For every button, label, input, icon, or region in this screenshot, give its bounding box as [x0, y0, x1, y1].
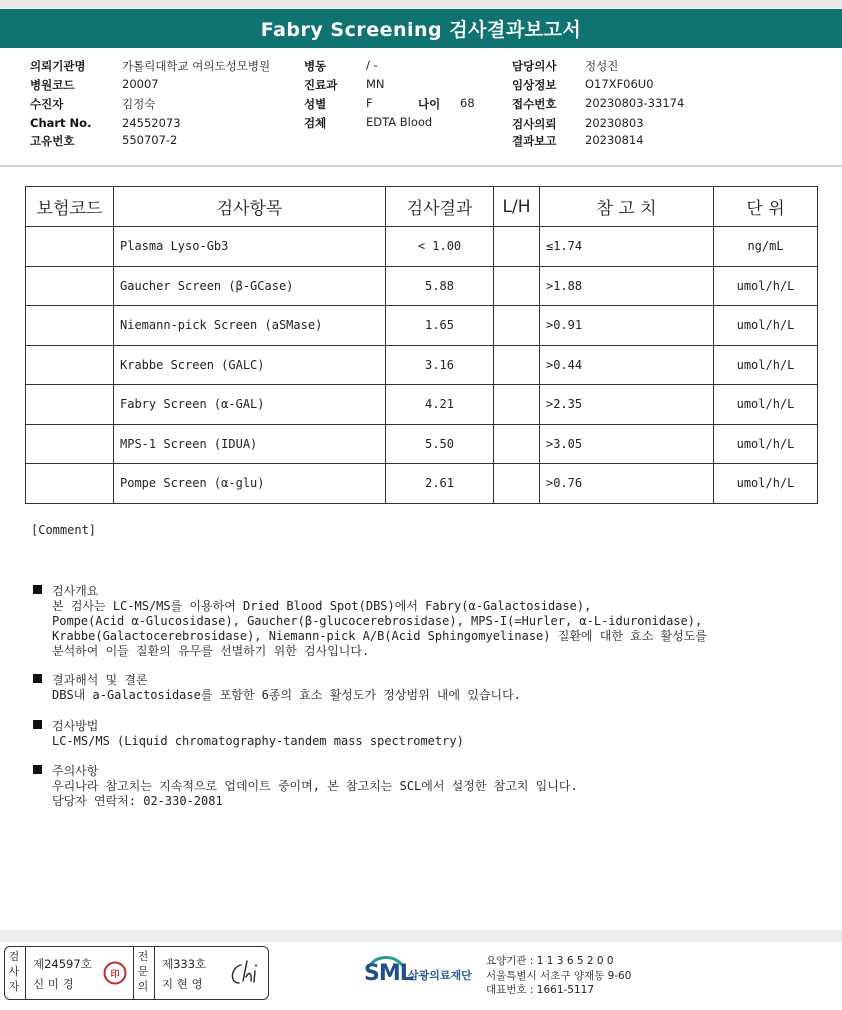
- cell-code: [26, 424, 114, 464]
- cell-test-name: Fabry Screen (α-GAL): [114, 385, 386, 425]
- specialist-name: 지 현 영: [162, 977, 203, 991]
- col-lh: L/H: [494, 187, 540, 227]
- org-line: 요양기관 : 1 1 3 6 5 2 0 0: [486, 955, 614, 967]
- table-row: [26, 424, 818, 464]
- cell-result: 3.16: [386, 345, 494, 385]
- specialist-vertical-label: 전문의: [137, 950, 149, 993]
- field-report-date: 결과보고 20230814: [512, 133, 644, 148]
- cell-lh: [494, 266, 540, 306]
- cell-unit: ng/mL: [714, 227, 818, 267]
- cell-reference: >0.91: [540, 306, 714, 346]
- table-header-row: [26, 187, 818, 227]
- table-row: [26, 266, 818, 306]
- cell-result: < 1.00: [386, 227, 494, 267]
- table-row: [26, 345, 818, 385]
- cell-code: [26, 385, 114, 425]
- table-row: [26, 464, 818, 504]
- field-institution: 의뢰기관명 가톨릭대학교 여의도성모병원: [30, 59, 271, 73]
- cell-code: [26, 266, 114, 306]
- cell-test-name: Pompe Screen (α-glu): [114, 464, 386, 504]
- table-row: [26, 306, 818, 346]
- cell-result: 5.50: [386, 424, 494, 464]
- cell-code: [26, 306, 114, 346]
- specialist-number: 제333호: [162, 957, 207, 971]
- cell-reference: >3.05: [540, 424, 714, 464]
- signature-box: [4, 946, 269, 1000]
- sml-logo: [364, 953, 484, 993]
- organization-info: [486, 954, 631, 998]
- cell-lh: [494, 306, 540, 346]
- field-receipt-no: 접수번호 20230803-33174: [512, 96, 685, 111]
- field-request-date: 검사의뢰 20230803: [512, 116, 644, 131]
- cell-lh: [494, 227, 540, 267]
- section-line: 우리나라 참고치는 지속적으로 업데이트 중이며, 본 참고치는 SCL에서 설정한 참고치 입니다.: [52, 779, 578, 793]
- handwritten-signature: [225, 957, 263, 989]
- footer-band: [0, 930, 842, 942]
- inspector-seal-stamp: [103, 961, 127, 985]
- cell-unit: umol/h/L: [714, 464, 818, 504]
- field-hospital-code: 병원코드 20007: [30, 77, 159, 92]
- org-line: 대표번호 : 1661-5117: [486, 984, 595, 996]
- section-title: 결과해석 및 결론: [52, 673, 148, 687]
- field-ward: 병동 / -: [304, 58, 378, 73]
- square-bullet-icon: [33, 720, 42, 729]
- section-title: 주의사항: [52, 764, 99, 778]
- sig-divider: [133, 947, 134, 999]
- field-patient: 수진자 김정숙: [30, 97, 156, 111]
- cell-test-name: MPS-1 Screen (IDUA): [114, 424, 386, 464]
- inspector-number: 제24597호: [33, 957, 92, 971]
- field-department: 진료과 MN: [304, 77, 385, 92]
- cell-code: [26, 345, 114, 385]
- cell-test-name: Niemann-pick Screen (aSMase): [114, 306, 386, 346]
- field-clinical-info: 임상정보 O17XF06U0: [512, 77, 654, 92]
- section-method: [33, 719, 464, 749]
- section-line: Krabbe(Galactocerebrosidase), Niemann-pick A/B(Acid Sphingomyelinase) 질환에 대한 효소 활성도를: [52, 629, 707, 643]
- section-line: 분석하여 이들 질환의 유무를 선별하기 위한 검사입니다.: [52, 644, 370, 658]
- cell-lh: [494, 385, 540, 425]
- cell-unit: umol/h/L: [714, 345, 818, 385]
- sml-logo-mark: SML: [364, 961, 413, 986]
- col-test-item: 검사항목: [114, 187, 386, 227]
- cell-reference: >1.88: [540, 266, 714, 306]
- section-line: LC-MS/MS (Liquid chromatography-tandem mass spectrometry): [52, 734, 464, 748]
- cell-reference: >0.76: [540, 464, 714, 504]
- section-line: 담당자 연락처: 02-330-2081: [52, 794, 223, 808]
- table-row: [26, 385, 818, 425]
- cell-test-name: Gaucher Screen (β-GCase): [114, 266, 386, 306]
- cell-result: 4.21: [386, 385, 494, 425]
- cell-unit: umol/h/L: [714, 306, 818, 346]
- square-bullet-icon: [33, 585, 42, 594]
- section-title: 검사방법: [52, 719, 99, 733]
- col-result: 검사결과: [386, 187, 494, 227]
- col-reference: 참 고 치: [540, 187, 714, 227]
- field-doctor: 담당의사 정성진: [512, 59, 619, 73]
- inspector-name: 신 미 경: [33, 977, 74, 991]
- comment-label: [Comment]: [31, 523, 97, 537]
- cell-lh: [494, 345, 540, 385]
- field-age: 나이 68: [418, 96, 475, 111]
- cell-unit: umol/h/L: [714, 385, 818, 425]
- cell-reference: ≤1.74: [540, 227, 714, 267]
- section-title: 검사개요: [52, 584, 99, 598]
- square-bullet-icon: [33, 765, 42, 774]
- cell-result: 5.88: [386, 266, 494, 306]
- cell-code: [26, 464, 114, 504]
- table-row: [26, 227, 818, 267]
- field-specimen: 검체 EDTA Blood: [304, 115, 433, 130]
- svg-text:印: 印: [110, 970, 120, 980]
- cell-result: 1.65: [386, 306, 494, 346]
- field-unique-no: 고유번호 550707-2: [30, 133, 178, 148]
- report-title: Fabry Screening 검사결과보고서: [0, 9, 842, 48]
- section-line: DBS내 a-Galactosidase를 포함한 6종의 효소 활성도가 정상범위 내에 있습니다.: [52, 688, 521, 702]
- col-unit: 단 위: [714, 187, 818, 227]
- inspector-vertical-label: 검사자: [8, 950, 20, 993]
- col-insurance-code: 보험코드: [26, 187, 114, 227]
- cell-lh: [494, 464, 540, 504]
- section-interpretation: [33, 673, 521, 703]
- field-chart-no: Chart No. 24552073: [30, 116, 181, 130]
- cell-test-name: Krabbe Screen (GALC): [114, 345, 386, 385]
- cell-lh: [494, 424, 540, 464]
- cell-unit: umol/h/L: [714, 424, 818, 464]
- cell-result: 2.61: [386, 464, 494, 504]
- section-overview: [33, 584, 707, 659]
- org-line: 서울특별시 서초구 양재동 9-60: [486, 969, 632, 982]
- sig-divider: [154, 947, 155, 999]
- square-bullet-icon: [33, 674, 42, 683]
- top-strip: [0, 0, 842, 8]
- cell-reference: >0.44: [540, 345, 714, 385]
- section-line: Pompe(Acid α-Glucosidase), Gaucher(β-glucocerebrosidase), MPS-I(=Hurler, α-L-iduronidase),: [52, 614, 703, 628]
- results-table: [25, 186, 818, 504]
- section-notes: [33, 764, 578, 809]
- header-divider: [0, 165, 842, 167]
- cell-unit: umol/h/L: [714, 266, 818, 306]
- sig-divider: [25, 947, 26, 999]
- sml-logo-name: 삼광의료재단: [408, 969, 472, 982]
- cell-code: [26, 227, 114, 267]
- cell-reference: >2.35: [540, 385, 714, 425]
- section-line: 본 검사는 LC-MS/MS를 이용하여 Dried Blood Spot(DBS)에서 Fabry(α-Galactosidase),: [52, 599, 592, 613]
- cell-test-name: Plasma Lyso-Gb3: [114, 227, 386, 267]
- field-sex: 성별 F: [304, 96, 373, 111]
